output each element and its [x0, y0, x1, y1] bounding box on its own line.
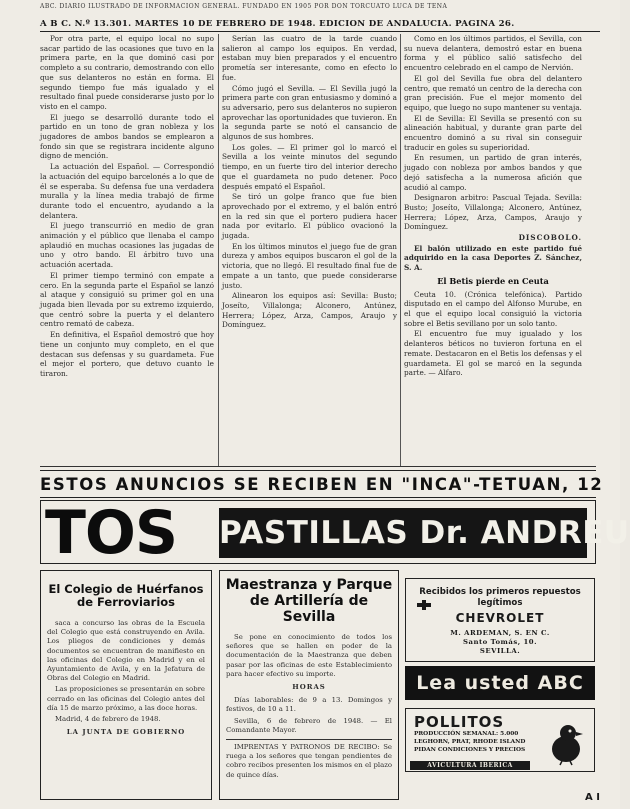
paragraph: El juego transcurrió en medio de gran animación y el público que llenaba el campo aplaudió en muchas ocasiones las jugadas de uno y otro bando. El árbitro tuvo una actuación acertada.	[40, 221, 214, 270]
paragraph: saca a concurso las obras de la Escuela del Colegio que está construyendo en Avila. Los pliegos de condiciones y demás documentos se encuentran de manifiesto en las oficinas del Colegio en Madrid y en el Ayuntamiento de Avila, y en la Jefatura de Obras del Colegio en Madrid.	[47, 619, 205, 683]
ad-line: PRODUCCIÓN SEMANAL: 5.000	[414, 731, 519, 737]
paragraph: Cómo jugó el Sevilla. — El Sevilla jugó la primera parte con gran entusiasmo y dominó a su adversario, pero sus delanteros no supieron aprovechar las oportunidades que tuvieron. En la segunda parte se notó el cansancio de algunos de sus hombres.	[222, 83, 397, 142]
ad-line: PIDAN CONDICIONES Y PRECIOS	[414, 747, 526, 753]
section-title: El Betis pierde en Ceuta	[437, 275, 549, 286]
paragraph: Ceuta 10. (Crónica telefónica). Partido disputado en el campo del Alfonso Murube, en el que el equipo local consiguió la victoria sobre el Betis sevillano por un solo tanto.	[404, 289, 582, 328]
ball-note: El balón utilizado en este partido fué adquirido en la casa Deportes Z. Sánchez, S. A.	[404, 243, 582, 273]
ad-title: El Colegio de Huérfanos de Ferroviarios	[48, 582, 204, 609]
brand-name: CHEVROLET	[455, 611, 545, 625]
paragraph: Sevilla, 6 de febrero de 1948. — El Comandante Mayor.	[226, 716, 392, 734]
paragraph: Designaron arbitro: Pascual Tejada. Sevilla: Busto; Joseíto, Villalonga; Alconero, Antúnez, Herrera; López, Arza, Campos, Araujo y Domínguez.	[404, 193, 582, 232]
paragraph: El primer tiempo terminó con empate a cero. En la segunda parte el Español se lanzó al ataque y consiguió su primer gol en una jugada bien llevada por su extremo izquierdo, que centró sobre la puerta y el delantero centro remató de cabeza.	[40, 270, 214, 329]
paragraph: En definitiva, el Español demostró que hoy tiene un conjunto muy completo, en el que destacan sus defensas y su guardameta. Fue el mejor el portero, que detuvo cuanto le tiraron.	[40, 330, 214, 378]
paragraph: Se pone en conocimiento de todos los señores que se hallen en poder de la documentación de la Maestranza que deben pasar por las oficinas de este Establecimiento para hacer efectivo su importe.	[226, 633, 392, 678]
printers-notice: IMPRENTAS Y PATRONOS DE RECIBO: Se ruega a los señores que tengan pendientes de cobro recibos presenten los mismos en el plazo de quince días.	[226, 739, 392, 780]
pastillas-product: PASTILLAS Dr. ANDREU	[219, 508, 587, 558]
paragraph: Se tiró un golpe franco que fue bien aprovechado por el extremo, y el balón entró en la red sin que el portero pudiera hacer nada por evitarlo. El público ovacionó la jugada.	[222, 192, 397, 241]
ads-banner: ESTOS ANUNCIOS SE RECIBEN EN "INCA"-TETUAN, 12	[40, 470, 596, 498]
paragraph: Madrid, 4 de febrero de 1948.	[55, 715, 161, 724]
paragraph: Las proposiciones se presentarán en sobre cerrado en las oficinas del Colegio antes del día 15 de marzo próximo, a las doce horas.	[47, 685, 205, 712]
lea-abc-advertisement: Lea usted ABC	[405, 666, 595, 700]
ad-title: Maestranza y Parque de Artillería de Sevilla	[225, 577, 393, 625]
colegio-advertisement	[40, 570, 212, 800]
page-folio: A B C. N.º 13.301. MARTES 10 DE FEBRERO DE 1948. EDICION DE ANDALUCIA. PAGINA 26.	[40, 19, 600, 32]
bowtie-logo-icon	[416, 597, 432, 613]
paragraph: El de Sevilla: El Sevilla se presentó con su alineación habitual, y durante gran parte del encuentro dominó a su rival sin conseguir traducir en goles su superioridad.	[404, 113, 582, 152]
article-column-2	[222, 34, 397, 466]
dealer-city: SEVILLA.	[479, 647, 521, 655]
paragraph: Por otra parte, el equipo local no supo sacar partido de las ocasiones que tuvo en la primera parte, en la que dominó casi por completo a su contrario, demostrando con ello que sus delanteros no están en forma. El segundo tiempo fue más igualado y el resultado final puede considerarse justo por lo visto en el campo.	[40, 34, 214, 111]
running-header: ABC. DIARIO ILUSTRADO DE INFORMACION GENERAL. FUNDADO EN 1905 POR DON TORCUATO LUCA DE TENA	[40, 3, 448, 10]
paragraph: Serían las cuatro de la tarde cuando salieron al campo los equipos. En verdad, estaban muy bien preparados y el encuentro prometía ser interesante, como en efecto lo fue.	[222, 34, 397, 82]
pollitos-advertisement	[405, 708, 595, 772]
tos-headline: TOS	[45, 498, 178, 568]
paragraph: Los goles. — El primer gol lo marcó el Sevilla a los veinte minutos del segundo tiempo, en un fuerte tiro del interior derecho que el guardameta no pudo detener. Poco después empató el Español.	[222, 142, 397, 191]
paragraph: El encuentro fue muy igualado y los delanteros béticos no tuvieron fortuna en el remate. Destacaron en el Betis los defensas y el guardameta. El gol se marcó en la segunda parte. — Alfaro.	[404, 329, 582, 378]
ad-footer: LA JUNTA DE GOBIERNO	[66, 728, 186, 737]
paragraph: En resumen, un partido de gran interés, jugado con nobleza por ambos bandos y que dejó satisfecha a la numerosa afición que acudió al campo.	[404, 153, 582, 192]
paragraph: El juego se desarrolló durante todo el partido en un tono de gran nobleza y los jugadores de ambos bandos se emplearon a fondo sin que se registrara incidente alguno digno de mención.	[40, 112, 214, 161]
paragraph: La actuación del Español. — Correspondió la actuación del equipo barcelonés a lo que de él se esperaba. Su defensa fue una verdadera muralla y la línea media trabajó de firme durante todo el encuentro, ayudando a la delantera.	[40, 162, 214, 220]
ad-dark-line: AVICULTURA IBERICA	[410, 761, 530, 770]
article-column-1	[40, 34, 214, 466]
author-signature: DISCOBOLO.	[518, 233, 582, 243]
divider	[40, 466, 596, 467]
hours-label: HORAS	[292, 683, 326, 692]
ad-title: Recibidos los primeros repuestos legítimos	[419, 587, 581, 608]
article-column-3	[404, 34, 582, 466]
paragraph: Como en los últimos partidos, el Sevilla, con su nueva delantera, demostró estar en buena forma y el público salió satisfecho del encuentro celebrado en el campo de Nervión.	[404, 34, 582, 73]
paragraph: El gol del Sevilla fue obra del delantero centro, que remató un centro de la derecha con gran precisión. Fue el mejor momento del equipo, que luego no supo mantener su ventaja.	[404, 73, 582, 112]
ad-line: LEGHORN, PRAT, RHODE ISLAND	[414, 739, 526, 745]
maestranza-advertisement	[219, 570, 399, 800]
chick-icon	[546, 721, 586, 765]
chevrolet-advertisement	[405, 578, 595, 662]
paragraph: En los últimos minutos el juego fue de gran dureza y ambos equipos buscaron el gol de la victoria, que no llegó. El resultado final fue de empate a un tanto, que puede considerarse justo.	[222, 241, 397, 290]
column-rule	[400, 34, 401, 466]
tos-advertisement	[40, 498, 630, 568]
ad-body	[41, 619, 211, 737]
page-mark: A I	[585, 792, 600, 803]
paragraph: Días laborables: de 9 a 13. Domingos y festivos, de 10 a 11.	[226, 696, 392, 714]
paragraph: Alinearon los equipos así: Sevilla: Busto; Joseíto, Villalonga; Alconero, Antúnez, Herrera; López, Arza, Campos, Araujo y Domínguez.	[222, 291, 397, 330]
dealer-name: M. ARDEMAN, S. EN C.	[450, 629, 550, 637]
dealer-address: Santo Tomás, 10.	[463, 638, 537, 646]
column-rule	[218, 34, 219, 466]
ad-body	[220, 633, 398, 780]
ad-title: POLLITOS	[414, 713, 505, 731]
